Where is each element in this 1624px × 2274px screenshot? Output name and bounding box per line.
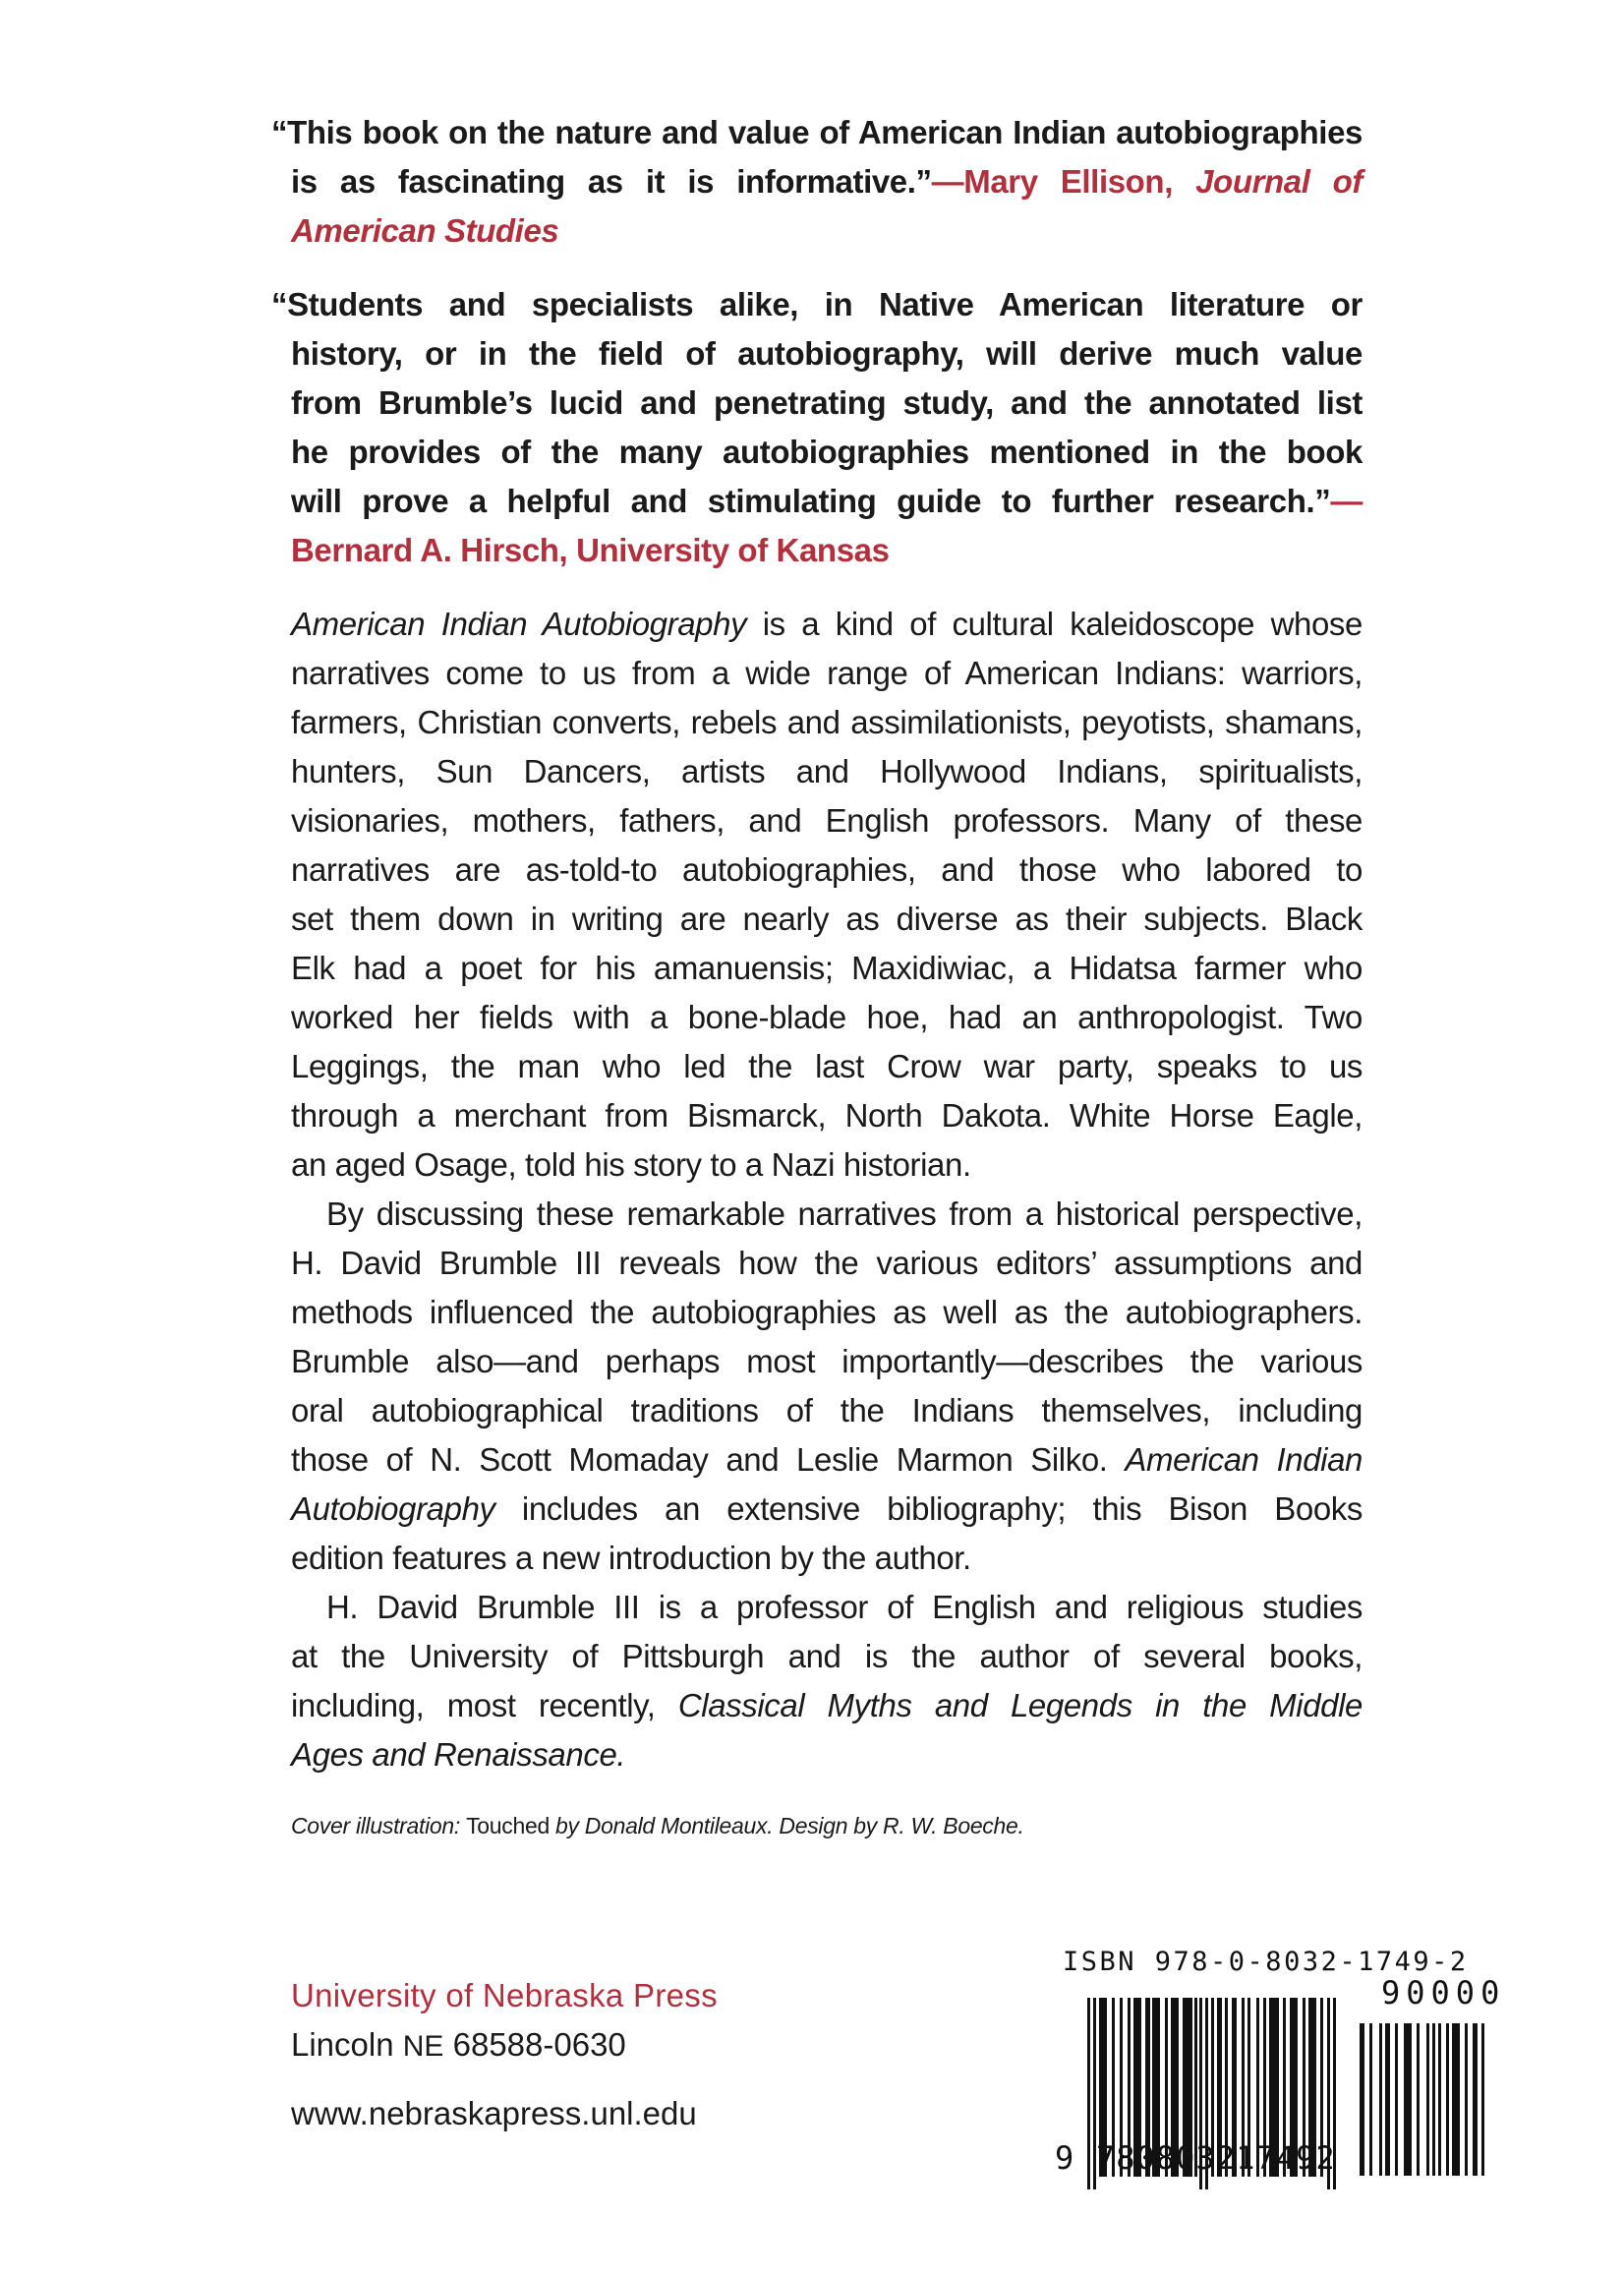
paragraph-line: American Indian Autobiography is a kind of cultural kaleidoscope whose: [291, 606, 1363, 642]
quote-line: “This book on the nature and value of American Indian autobiographies: [271, 114, 1363, 150]
publisher-website[interactable]: www.nebraskapress.unl.edu: [291, 2095, 697, 2131]
quote-line: is as fascinating as it is informative.”—Mary Ellison, Journal of: [291, 163, 1363, 200]
paragraph-line: By discussing these remarkable narratives from a historical perspective,: [326, 1195, 1363, 1232]
review-quote-hirsch: [271, 280, 1363, 575]
paragraph-line: including, most recently, Classical Myths and Legends in the Middle: [291, 1687, 1363, 1723]
paragraph-line: an aged Osage, told his story to a Nazi historian.: [291, 1146, 971, 1183]
quote-attribution-source: American Studies: [291, 212, 559, 249]
paragraph-line: methods influenced the autobiographies as well as the autobiographers.: [291, 1294, 1363, 1330]
publisher-info: [291, 1971, 718, 2138]
book-title: American Indian Autobiography: [291, 606, 747, 642]
paragraph-line: farmers, Christian converts, rebels and assimilationists, peyotists, shamans,: [291, 704, 1363, 740]
paragraph-line: narratives are as-told-to autobiographies, and those who labored to: [291, 851, 1363, 888]
paragraph-line: narratives come to us from a wide range of American Indians: warriors,: [291, 655, 1363, 691]
quote-attribution: Bernard A. Hirsch, University of Kansas: [291, 532, 890, 568]
paragraph-line: set them down in writing are nearly as diverse as their subjects. Black: [291, 901, 1363, 937]
quote-line: history, or in the field of autobiography, will derive much value: [291, 335, 1363, 372]
price-addon-digits: 90000: [1381, 1974, 1506, 2012]
isbn-label: ISBN 978-0-8032-1749-2: [1063, 1947, 1469, 1977]
paragraph-line: Elk had a poet for his amanuensis; Maxidiwiac, a Hidatsa farmer who: [291, 950, 1363, 986]
paragraph-line: edition features a new introduction by the author.: [291, 1540, 971, 1576]
paragraph-line: Brumble also—and perhaps most importantly—describes the various: [291, 1343, 1363, 1379]
paragraph-line: at the University of Pittsburgh and is the author of several books,: [291, 1638, 1363, 1674]
isbn-barcode: ISBN 978-0-8032-1749-2 90000 9 780803 217492: [1055, 1947, 1522, 2192]
paragraph-line: those of N. Scott Momaday and Leslie Marmon Silko. American Indian: [291, 1441, 1363, 1478]
description-paragraph-1: [291, 600, 1363, 1190]
quote-line: will prove a helpful and stimulating guide to further research.”—: [291, 483, 1363, 519]
paragraph-line: Leggings, the man who led the last Crow war party, speaks to us: [291, 1048, 1363, 1084]
author-bio: [291, 1583, 1363, 1779]
paragraph-line: Ages and Renaissance.: [291, 1736, 626, 1773]
quote-line: he provides of the many autobiographies mentioned in the book: [291, 434, 1363, 470]
quote-attribution: —Mary Ellison, Journal of: [931, 163, 1363, 200]
paragraph-line: hunters, Sun Dancers, artists and Hollywood Indians, spiritualists,: [291, 753, 1363, 789]
description-paragraph-2: [291, 1190, 1363, 1583]
paragraph-line: H. David Brumble III reveals how the various editors’ assumptions and: [291, 1245, 1363, 1281]
paragraph-line: worked her fields with a bone-blade hoe, had an anthropologist. Two: [291, 999, 1363, 1035]
paragraph-line: Autobiography includes an extensive bibliography; this Bison Books: [291, 1490, 1363, 1527]
quote-line: “Students and specialists alike, in Native American literature or: [271, 286, 1363, 322]
paragraph-line: oral autobiographical traditions of the Indians themselves, including: [291, 1392, 1363, 1429]
cover-credit: Cover illustration: Touched by Donald Montileaux. Design by R. W. Boeche.: [291, 1813, 1024, 1838]
paragraph-line: through a merchant from Bismarck, North Dakota. White Horse Eagle,: [291, 1097, 1363, 1134]
paragraph-line: visionaries, mothers, fathers, and English professors. Many of these: [291, 802, 1363, 839]
publisher-address: Lincoln NE 68588-0630: [291, 2026, 626, 2063]
publisher-name: University of Nebraska Press: [291, 1977, 718, 2013]
review-quote-ellison: [271, 108, 1363, 256]
quote-line: from Brumble’s lucid and penetrating study, and the annotated list: [291, 384, 1363, 421]
paragraph-line: H. David Brumble III is a professor of English and religious studies: [326, 1589, 1363, 1625]
